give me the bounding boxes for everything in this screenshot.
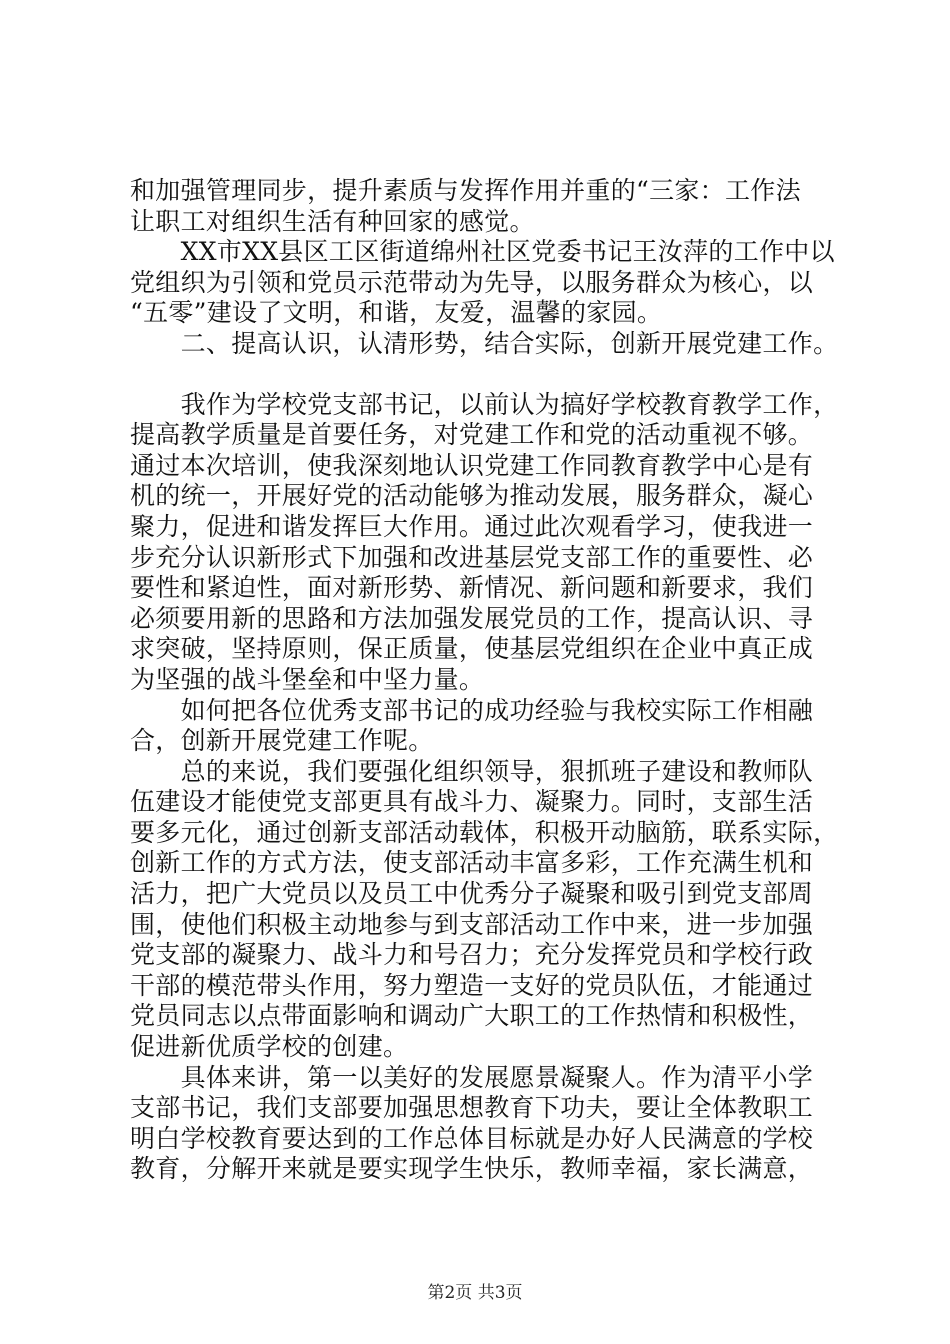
paragraph-gap (130, 360, 830, 390)
text-line: XX市XX县区工区街道绵州社区党委书记王汝萍的工作中以 (130, 237, 835, 267)
text-line: 我作为学校党支部书记，以前认为搞好学校教育教学工作， (130, 389, 839, 419)
paragraph-block-1 (130, 176, 839, 360)
text-line: 机的统一，开展好党的活动能够为推动发展，服务群众，凝心 (130, 481, 814, 511)
text-line: 党组织为引领和党员示范带动为先导，以服务群众为核心，以 (130, 267, 814, 297)
text-line: 合，创新开展党建工作呢。 (130, 726, 434, 756)
text-line: 让职工对组织生活有种回家的感觉。 (130, 206, 535, 236)
text-line: 具体来讲，第一以美好的发展愿景凝聚人。作为清平小学 (130, 1062, 814, 1092)
text-line: 伍建设才能使党支部更具有战斗力、凝聚力。同时，支部生活 (130, 787, 814, 817)
text-line: 求突破，坚持原则，保正质量，使基层党组织在企业中真正成 (130, 634, 814, 664)
text-line: 党员同志以点带面影响和调动广大职工的工作热情和积极性， (130, 1001, 814, 1031)
paragraph-block-2 (130, 389, 839, 1185)
text-line: 干部的模范带头作用，努力塑造一支好的党员队伍，才能通过 (130, 970, 814, 1000)
text-line: 和加强管理同步，提升素质与发挥作用并重的“三家：工作法 (130, 176, 801, 205)
text-line: 活力，把广大党员以及员工中优秀分子凝聚和吸引到党支部周 (130, 879, 814, 909)
text-line: 要性和紧迫性，面对新形势、新情况、新问题和新要求，我们 (130, 573, 814, 603)
text-line: 为坚强的战斗堡垒和中坚力量。 (130, 664, 485, 694)
section-heading: 二、提高认识，认清形势，结合实际，创新开展党建工作。 (130, 328, 839, 358)
text-line: 教育，分解开来就是要实现学生快乐，教师幸福，家长满意， (130, 1154, 814, 1184)
text-line: 要多元化，通过创新支部活动载体，积极开动脑筋，联系实际， (130, 817, 839, 847)
text-line: 明白学校教育要达到的工作总体目标就是办好人民满意的学校 (130, 1123, 814, 1153)
text-line: “五零”建设了文明，和谐，友爱，温馨的家园。 (130, 298, 663, 328)
text-line: 促进新优质学校的创建。 (130, 1032, 409, 1062)
text-line: 党支部的凝聚力、战斗力和号召力；充分发挥党员和学校行政 (130, 940, 814, 970)
text-line: 通过本次培训，使我深刻地认识党建工作同教育教学中心是有 (130, 450, 814, 480)
text-line: 提高教学质量是首要任务，对党建工作和党的活动重视不够。 (130, 420, 814, 450)
text-line: 如何把各位优秀支部书记的成功经验与我校实际工作相融 (130, 695, 814, 725)
text-line: 必须要用新的思路和方法加强发展党员的工作，提高认识、寻 (130, 603, 814, 633)
document-body (130, 176, 839, 1185)
text-line: 聚力，促进和谐发挥巨大作用。通过此次观看学习，使我进一 (130, 511, 814, 541)
page-number-footer: 第2页 共3页 (427, 1283, 523, 1303)
text-line: 支部书记，我们支部要加强思想教育下功夫，要让全体教职工 (130, 1093, 814, 1123)
text-line: 围，使他们积极主动地参与到支部活动工作中来，进一步加强 (130, 909, 814, 939)
text-line: 步充分认识新形式下加强和改进基层党支部工作的重要性、必 (130, 542, 814, 572)
text-line: 总的来说，我们要强化组织领导，狠抓班子建设和教师队 (130, 756, 814, 786)
text-line: 创新工作的方式方法，使支部活动丰富多彩，工作充满生机和 (130, 848, 814, 878)
